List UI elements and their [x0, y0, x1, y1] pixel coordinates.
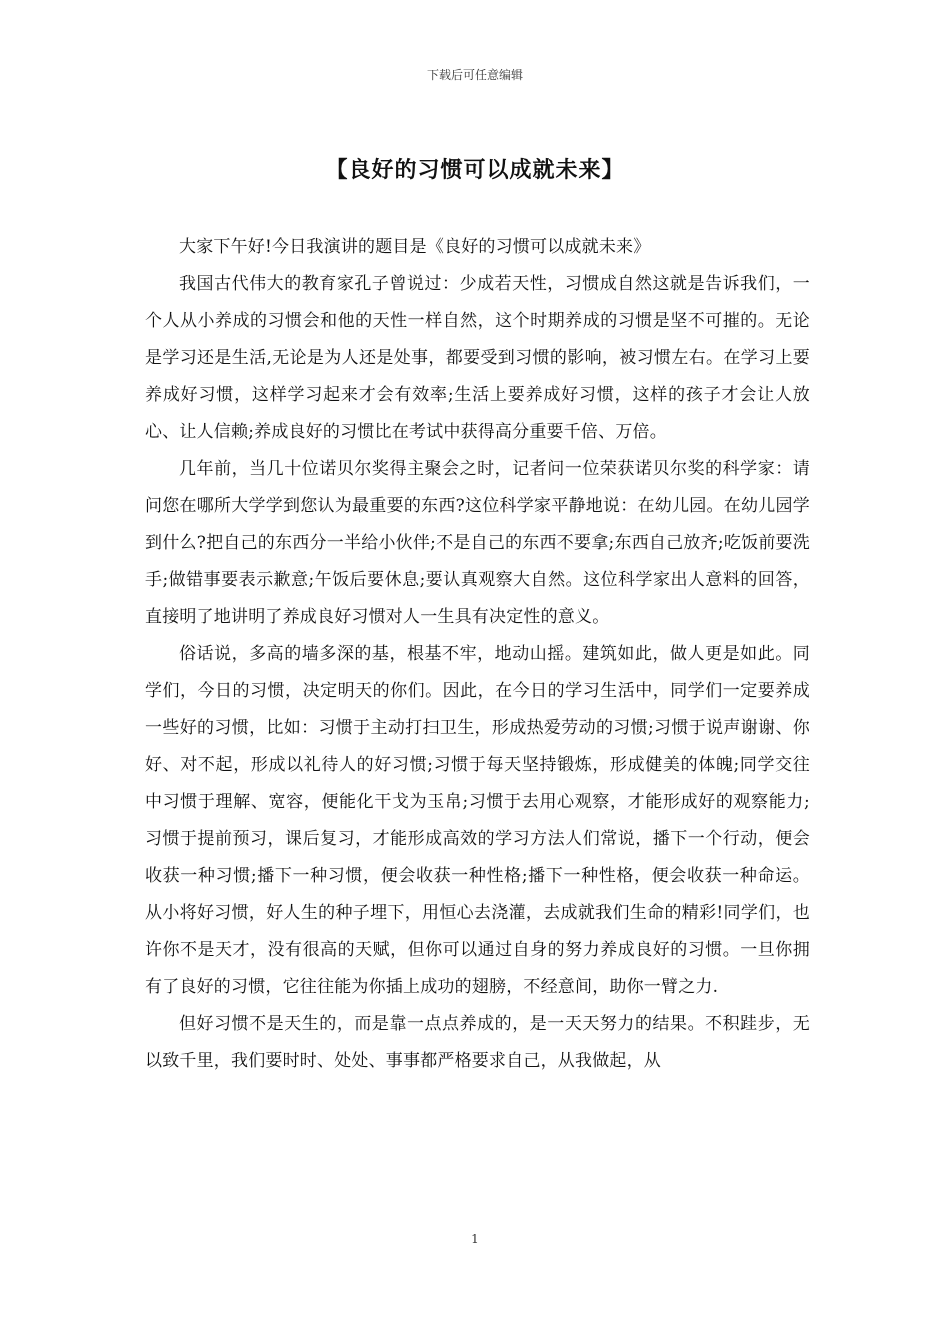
page-header: 下载后可任意编辑 — [426, 68, 523, 82]
paragraph-nobel: 几年前，当几十位诺贝尔奖得主聚会之时，记者问一位荣获诺贝尔奖的科学家：请问您在哪所大学学到您认为最重要的东西?这位科学家平静地说：在幼儿园。在幼儿园学到什么?把自己的东西分一半给小伙伴;不是自己的东西不要拿;东西自己放齐;吃饭前要洗手;做错事要表示歉意;午饭后要休息;要认真观察大自然。这位科学家出人意料的回答，直接明了地讲明了养成良好习惯对人一生具有决定性的意义。 — [145, 459, 810, 627]
paragraph-effort: 但好习惯不是天生的，而是靠一点点养成的，是一天天努力的结果。不积跬步，无以致千里，我们要时时、处处、事事都严格要求自己，从我做起，从 — [145, 1014, 810, 1071]
paragraph-confucius: 我国古代伟大的教育家孔子曾说过：少成若天性，习惯成自然这就是告诉我们，一个人从小养成的习惯会和他的天性一样自然，这个时期养成的习惯是坚不可摧的。无论是学习还是生活,无论是为人还是处事，都要受到习惯的影响，被习惯左右。在学习上要养成好习惯，这样学习起来才会有效率;生活上要养成好习惯，这样的孩子才会让人放心、让人信赖;养成良好的习惯比在考试中获得高分重要千倍、万倍。 — [145, 274, 810, 442]
paragraph-habits: 俗话说，多高的墙多深的基，根基不牢，地动山摇。建筑如此，做人更是如此。同学们，今日的习惯，决定明天的你们。因此，在今日的学习生活中，同学们一定要养成一些好的习惯，比如：习惯于主动打扫卫生，形成热爱劳动的习惯;习惯于说声谢谢、你好、对不起，形成以礼待人的好习惯;习惯于每天坚持锻炼，形成健美的体魄;同学交往中习惯于理解、宽容，便能化干戈为玉帛;习惯于去用心观察，才能形成好的观察能力;习惯于提前预习，课后复习，才能形成高效的学习方法人们常说，播下一个行动，便会收获一种习惯;播下一种习惯，便会收获一种性格;播下一种性格，便会收获一种命运。从小将好习惯，好人生的种子埋下，用恒心去浇灌，去成就我们生命的精彩!同学们，也许你不是天才，没有很高的天赋，但你可以通过自身的努力养成良好的习惯。一旦你拥有了良好的习惯，它往往能为你插上成功的翅膀，不经意间，助你一臂之力. — [145, 644, 810, 997]
document-title: 【良好的习惯可以成就未来】 — [325, 157, 625, 183]
document-body — [145, 229, 810, 1080]
paragraph-greeting: 大家下午好!今日我演讲的题目是《良好的习惯可以成就未来》 — [179, 237, 651, 257]
page-number: 1 — [471, 1232, 479, 1246]
